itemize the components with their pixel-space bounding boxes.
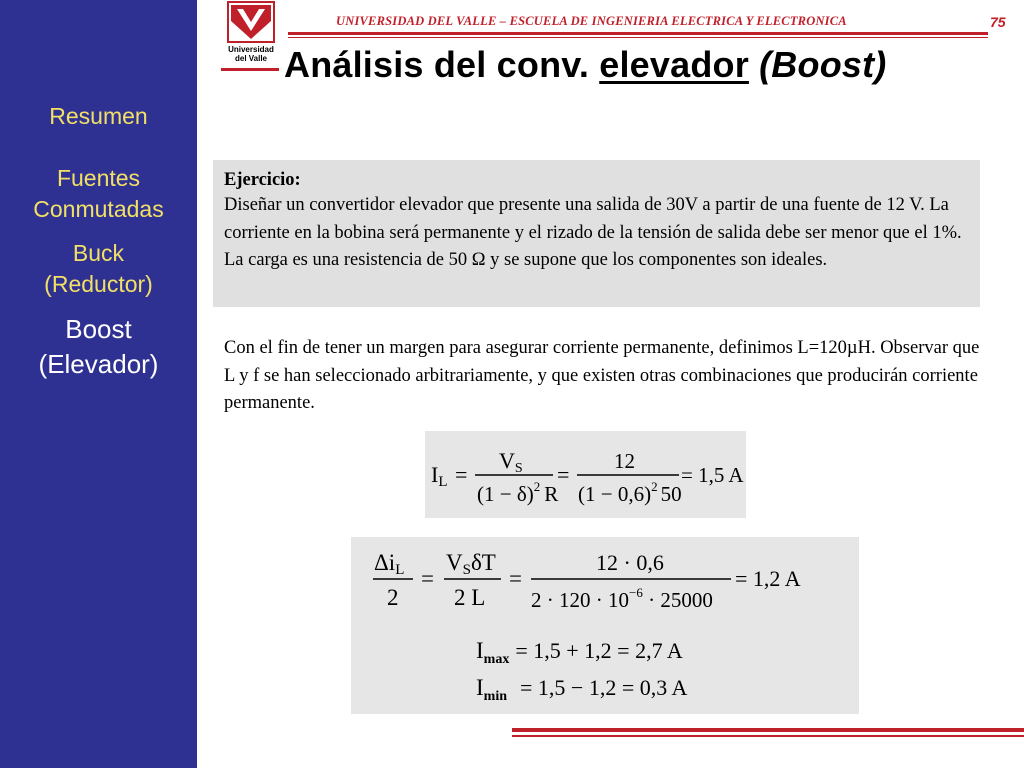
formula-ripple [351,537,859,714]
svg-text:IL: IL [431,462,448,490]
sidebar-item-label: Resumen [49,103,148,129]
sidebar-item-label: (Elevador) [38,349,159,379]
formula-il-box [425,431,746,518]
svg-text:2 · 120 · 10−6 · 25000: $2 \cdot 120 \cdot 10^{-6} \cdot 25000$ [531,585,713,612]
page-number: 75 [990,14,1006,30]
sidebar-item-label: Boost [65,314,132,344]
svg-text:=: = [509,566,522,591]
sidebar-item-buck[interactable] [0,238,197,300]
university-shield-icon [227,1,275,43]
sidebar-item-label: Buck [72,240,125,266]
exercise-box [213,160,980,307]
formula-ripple-box [351,537,859,714]
svg-text:Imax= 1,5 + 1,2 = 2,7 A: $I_{max} = 1,5 + 1,2 = 2,7$ A [476,638,683,667]
svg-text:(1 − δ)2R: $(1 - \delta)^2$ R [477,479,559,506]
exercise-label: Ejercicio: [224,170,301,190]
svg-text:Imin= 1,5 − 1,2 = 0,3 A: $I_{min} = 1,5 - 1,2 = 0,3$ A [476,675,688,704]
sidebar-item-label: (Reductor) [44,271,153,297]
svg-text:12: 12 [614,449,635,473]
sidebar-item-label: Conmutadas [33,196,164,222]
formula-il [425,431,746,518]
sidebar [0,0,197,768]
svg-text:=: = [557,462,570,487]
sidebar-item-fuentes-conmutadas[interactable] [0,163,197,225]
header-university: UNIVERSIDAD DEL VALLE – ESCUELA DE INGENIERIA ELECTRICA Y ELECTRONICA [336,14,847,28]
body-paragraph: Con el fin de tener un margen para asegurar corriente permanente, definimos L=120µH. Observar que L y f se han seleccionado arbitrariamente, y que existen otras combinaciones que producirán corriente permanente. [224,338,980,413]
svg-text:VS: VS [499,448,523,476]
svg-text:=: = [421,566,434,591]
logo-text: Universidad del Valle [228,45,274,63]
svg-text:2 L: 2 L [454,585,486,610]
header-divider-thin [288,37,988,38]
svg-text:= 1,5 A: = 1,5 A [681,463,744,487]
footer-divider [512,728,1024,732]
sidebar-item-boost[interactable] [0,312,197,382]
header-divider [288,32,988,35]
svg-text:12 · 0,6: 12 · 0,6 [596,550,664,575]
footer-divider-thin [512,735,1024,737]
svg-text:VSδT: VSδT [446,550,496,578]
svg-text:ΔiL: ΔiL [374,550,405,578]
exercise-text: Diseñar un convertidor elevador que presente una salida de 30V a partir de una fuente de 12 V. La corriente en la bobina será permanente y el rizado de la tensión de salida debe ser menor que el 1%. La carga es una resistencia de 50 Ω y se supone que los componentes son ideales. [224,195,962,270]
page-title: Análisis del conv. elevador (Boost) [284,44,887,85]
svg-text:(1 − 0,6)250: $(1 - 0,6)^2$ 50 [578,479,682,506]
sidebar-item-label: Fuentes [56,165,141,191]
svg-text:=: = [455,462,468,487]
logo-divider [221,68,279,71]
svg-text:= 1,2 A: = 1,2 A [735,566,801,591]
svg-text:2: 2 [387,585,399,610]
sidebar-item-resumen[interactable] [0,101,197,132]
